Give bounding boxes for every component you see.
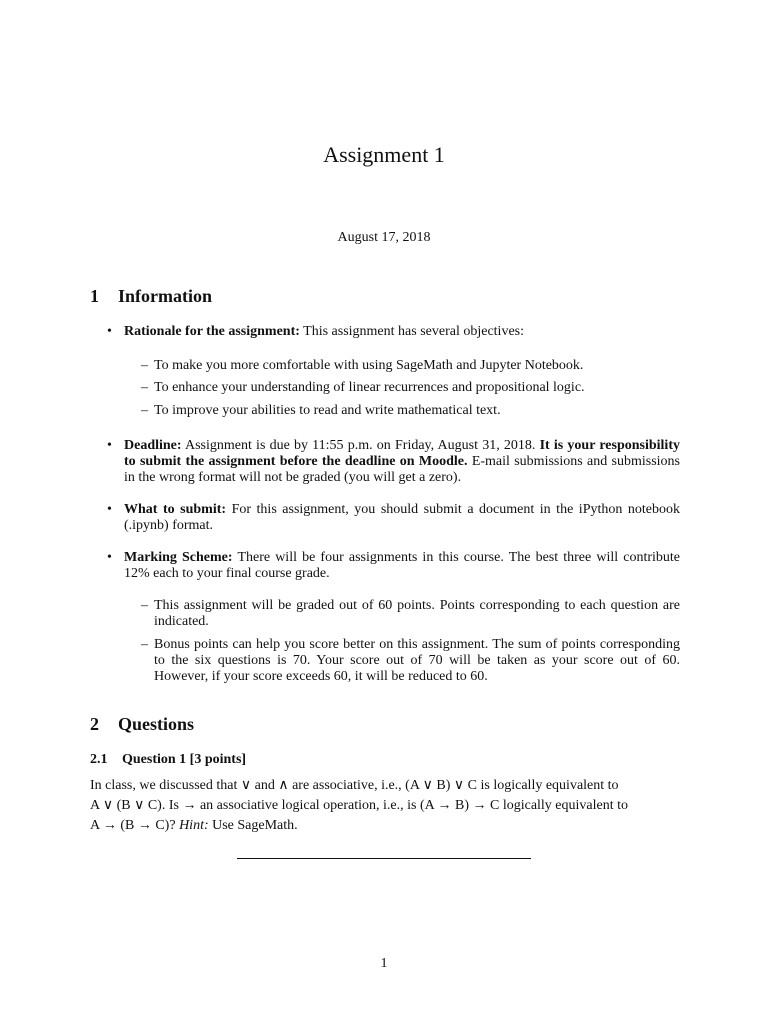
section-title: Information [118, 286, 212, 306]
rationale-item [141, 403, 680, 419]
bullet-label: What to submit: [124, 502, 227, 517]
rationale-item-text: To make you more comfortable with using SageMath and Jupyter Notebook. [154, 358, 584, 373]
page-number: 1 [380, 956, 388, 971]
bullet-label: Marking Scheme: [124, 550, 233, 565]
question-math: A → (B → C)? [90, 818, 176, 833]
rationale-item-text: To improve your abilities to read and write mathematical text. [154, 403, 501, 418]
bullet-dot: • [107, 502, 112, 517]
subsection-heading-question-1 [90, 752, 246, 768]
deadline-emphasis: It is your responsibility to submit the assignment before the deadline on Moodle. [124, 438, 680, 469]
bullet-deadline [107, 438, 680, 486]
horizontal-rule [237, 858, 531, 859]
question-1-body [90, 776, 680, 836]
document-date: August 17, 2018 [337, 230, 431, 245]
bullet-dot: • [107, 550, 112, 565]
section-number: 1 [90, 286, 99, 306]
bullet-text: Assignment is due by 11:55 p.m. on Friday, August 31, 2018. [184, 438, 536, 453]
bullet-rationale [107, 324, 680, 340]
rationale-item [141, 380, 680, 396]
subsection-title: Question 1 [3 points] [122, 752, 247, 767]
bullet-text: E-mail submissions and submissions in the wrong format will not be graded (you will get a zero). [124, 454, 681, 485]
marking-item [141, 598, 680, 630]
bullet-what-to-submit [107, 502, 680, 534]
rationale-item [141, 358, 680, 374]
section-title: Questions [118, 714, 195, 734]
section-heading-questions [90, 714, 194, 735]
document-title: Assignment 1 [323, 142, 445, 167]
marking-item-text: Bonus points can help you score better on this assignment. The sum of points corresponding to the six questions is 70. Your score out of 70 will be taken as your score out of 60. However, if your score exceeds 60, it will be reduced to 60. [154, 637, 680, 684]
question-line-last [90, 816, 680, 836]
marking-item [141, 637, 680, 685]
marking-item-text: This assignment will be graded out of 60 points. Points corresponding to each question are indicated. [154, 598, 680, 629]
rationale-item-text: To enhance your understanding of linear recurrences and propositional logic. [154, 380, 585, 395]
hint-text: Use SageMath. [212, 818, 298, 833]
bullet-text: For this assignment, you should submit a document in the iPython notebook (.ipynb) format. [124, 502, 680, 533]
bullet-text: This assignment has several objectives: [303, 324, 524, 339]
dash-mark: – [141, 637, 148, 652]
bullet-dot: • [107, 324, 112, 339]
section-number: 2 [90, 714, 99, 734]
bullet-label: Rationale for the assignment: [124, 324, 300, 339]
dash-mark: – [141, 358, 148, 373]
dash-mark: – [141, 598, 148, 613]
bullet-label: Deadline: [124, 438, 182, 453]
subsection-number: 2.1 [90, 752, 108, 767]
question-line: In class, we discussed that ∨ and ∧ are associative, i.e., (A ∨ B) ∨ C is logically equivalent to [90, 778, 619, 793]
hint-label: Hint: [179, 818, 209, 833]
dash-mark: – [141, 380, 148, 395]
bullet-dot: • [107, 438, 112, 453]
question-line: A ∨ (B ∨ C). Is → an associative logical operation, i.e., is (A → B) → C logically equivalent to [90, 798, 629, 813]
dash-mark: – [141, 403, 148, 418]
section-heading-information [90, 286, 212, 307]
bullet-marking-scheme [107, 550, 680, 582]
bullet-text: There will be four assignments in this course. The best three will contribute 12% each to your final course grade. [124, 550, 681, 581]
